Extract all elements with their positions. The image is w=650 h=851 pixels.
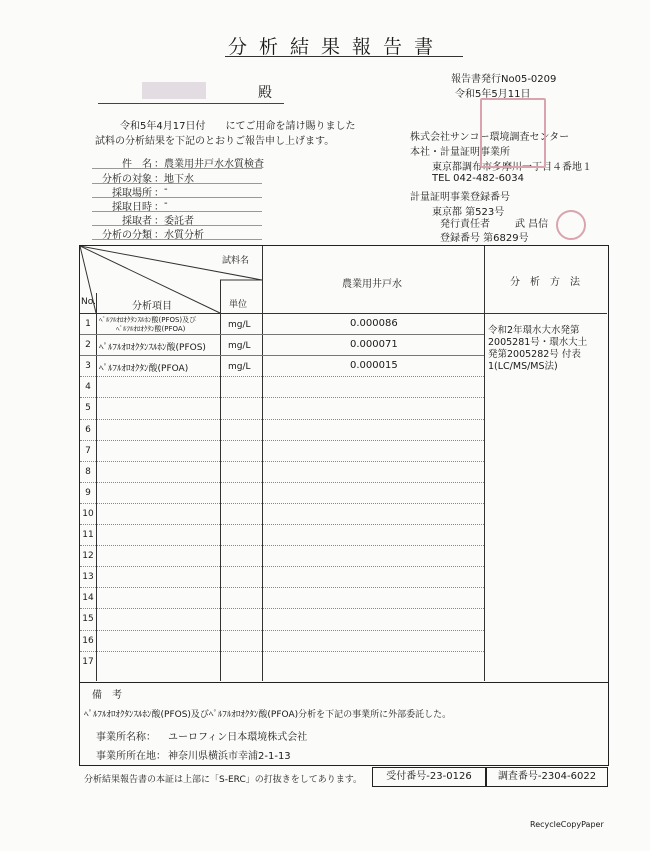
title-underline xyxy=(225,56,463,57)
manager-registration: 登録番号 第6829号 xyxy=(440,233,529,244)
office-name-value: ユーロフィン日本環境株式会社 xyxy=(168,732,308,743)
row-number: 1 xyxy=(85,319,91,329)
row-number: 3 xyxy=(85,361,91,372)
row-divider xyxy=(80,482,484,483)
row-number: 15 xyxy=(82,614,94,625)
row-unit: mg/L xyxy=(228,362,251,373)
row-divider xyxy=(80,524,484,525)
row-item: ﾍﾟﾙﾌﾙｵﾛｵｸﾀﾝ酸(PFOA) xyxy=(99,364,189,375)
row-number: 2 xyxy=(85,340,91,351)
row-divider xyxy=(80,355,484,356)
info-value: 水質分析 xyxy=(164,230,204,241)
receipt-number: 受付番号-23-0126 xyxy=(372,767,486,787)
info-value: - xyxy=(164,184,168,195)
company-tel: TEL 042-482-6034 xyxy=(432,173,525,184)
row-number: 16 xyxy=(82,635,94,646)
row-divider xyxy=(80,440,484,441)
row-divider xyxy=(80,397,484,398)
header-method: 分 析 方 法 xyxy=(510,277,580,288)
info-value: - xyxy=(164,198,168,209)
honorific: 殿 xyxy=(258,85,272,101)
paper-mark: RecycleCopyPaper xyxy=(530,820,604,829)
survey-number: 調査番号-2304-6022 xyxy=(486,767,608,787)
page-title: 分析結果報告書 xyxy=(228,36,446,58)
row-divider xyxy=(80,651,484,652)
row-divider xyxy=(80,630,484,631)
row-number: 4 xyxy=(85,382,91,393)
info-colon: ： xyxy=(154,174,164,185)
row-unit: mg/L xyxy=(228,341,251,352)
footer-note: 分析結果報告書の本証は上部に「S-ERC」の打抜きをしてあります。 xyxy=(84,775,363,785)
method-line: 2005281号・環水大土 xyxy=(488,337,588,348)
registration-label: 計量証明事業登録番号 xyxy=(410,192,510,203)
registration-value: 東京都 第523号 xyxy=(432,207,505,218)
method-column-divider xyxy=(484,246,485,681)
header-item: 分析項目 xyxy=(132,301,172,312)
redacted-addressee xyxy=(142,82,206,99)
row-number: 7 xyxy=(85,445,91,456)
method-line: 1(LC/MS/MS法) xyxy=(488,361,558,372)
intro-line-1: 令和5年4月17日付 にてご用命を請け賜りました xyxy=(120,121,356,132)
company-seal-stamp xyxy=(480,98,546,168)
row-divider xyxy=(80,334,484,335)
row-value: 0.000071 xyxy=(350,339,398,351)
issue-date: 令和5年5月11日 xyxy=(455,89,531,100)
info-underline xyxy=(92,168,262,169)
info-value: 地下水 xyxy=(164,174,194,185)
row-item: ﾍﾟﾙﾌﾙｵﾛｵｸﾀﾝｽﾙﾎﾝ酸(PFOS)及び xyxy=(99,316,197,324)
row-unit: mg/L xyxy=(228,320,251,330)
row-divider xyxy=(80,376,484,377)
addressee-underline xyxy=(98,103,284,104)
row-divider xyxy=(80,461,484,462)
row-number: 14 xyxy=(82,593,94,604)
row-divider xyxy=(80,503,484,504)
info-value: 農業用井戸水水質検査 xyxy=(164,159,264,170)
row-divider xyxy=(80,419,484,420)
company-address: 東京都調布市多摩川一丁目４番地１ xyxy=(432,162,592,173)
row-item-continued: ﾍﾟﾙﾌﾙｵﾛｵｸﾀﾝ酸(PFOA) xyxy=(116,325,186,333)
row-item: ﾍﾟﾙﾌﾙｵﾛｵｸﾀﾝｽﾙﾎﾝ酸(PFOS) xyxy=(99,343,206,354)
info-colon: ： xyxy=(154,216,164,227)
row-divider xyxy=(80,566,484,567)
method-line: 令和2年環水大水発第 xyxy=(488,325,580,336)
row-divider xyxy=(80,587,484,588)
row-number: 17 xyxy=(82,656,94,667)
row-divider xyxy=(80,545,484,546)
info-label: 件 名 xyxy=(122,159,152,170)
info-colon: ： xyxy=(154,159,164,170)
company-name: 株式会社サンコー環境調査センター xyxy=(410,132,570,143)
intro-line-2: 試料の分析結果を下記のとおりご報告申し上げます。 xyxy=(95,136,335,147)
office-address-value: 神奈川県横浜市幸浦2-1-13 xyxy=(168,751,291,762)
info-label: 採取者 xyxy=(122,216,152,227)
header-sample-name: 農業用井戸水 xyxy=(342,279,402,290)
row-number: 5 xyxy=(85,403,91,414)
office-address-label: 事業所所在地： xyxy=(96,751,166,762)
method-line: 発第2005282号 付表 xyxy=(488,349,581,360)
row-number: 6 xyxy=(85,424,91,435)
office-name-label: 事業所名称： xyxy=(96,732,156,743)
personal-seal-stamp xyxy=(556,210,586,240)
header-no: No. xyxy=(81,297,96,307)
info-colon: ： xyxy=(154,188,164,199)
row-number: 11 xyxy=(82,530,94,540)
info-label: 分析の対象 xyxy=(102,174,152,185)
manager-name: 武 昌信 xyxy=(515,219,549,230)
report-number: 報告書発行No05-0209 xyxy=(451,74,557,85)
row-number: 9 xyxy=(85,487,91,498)
manager-label: 発行責任者 xyxy=(440,219,490,230)
remarks-heading: 備 考 xyxy=(92,690,122,701)
info-label: 分析の分類 xyxy=(102,230,152,241)
info-colon: ： xyxy=(154,202,164,213)
row-number: 8 xyxy=(85,466,91,477)
company-office: 本社・計量証明事業所 xyxy=(410,147,510,158)
info-underline xyxy=(92,239,262,240)
header-unit: 単位 xyxy=(229,300,248,310)
row-number: 13 xyxy=(82,572,94,583)
row-divider xyxy=(80,608,484,609)
info-value: 委託者 xyxy=(164,216,194,227)
remarks-text: ﾍﾟﾙﾌﾙｵﾛｵｸﾀﾝｽﾙﾎﾝ酸(PFOS)及びﾍﾟﾙﾌﾙｵﾛｵｸﾀﾝ酸(PFOA)分析を下記の事業所に外部委託した。 xyxy=(84,710,452,720)
header-sample-label: 試料名 xyxy=(222,256,250,266)
item-column-divider xyxy=(220,280,221,681)
row-number: 10 xyxy=(82,508,94,519)
info-label: 採取場所 xyxy=(112,188,152,199)
info-colon: ： xyxy=(154,230,164,241)
row-value: 0.000015 xyxy=(350,360,398,372)
row-number: 12 xyxy=(82,551,94,562)
row-value: 0.000086 xyxy=(350,318,398,329)
no-column-divider xyxy=(96,293,97,681)
info-label: 採取日時 xyxy=(112,202,152,213)
